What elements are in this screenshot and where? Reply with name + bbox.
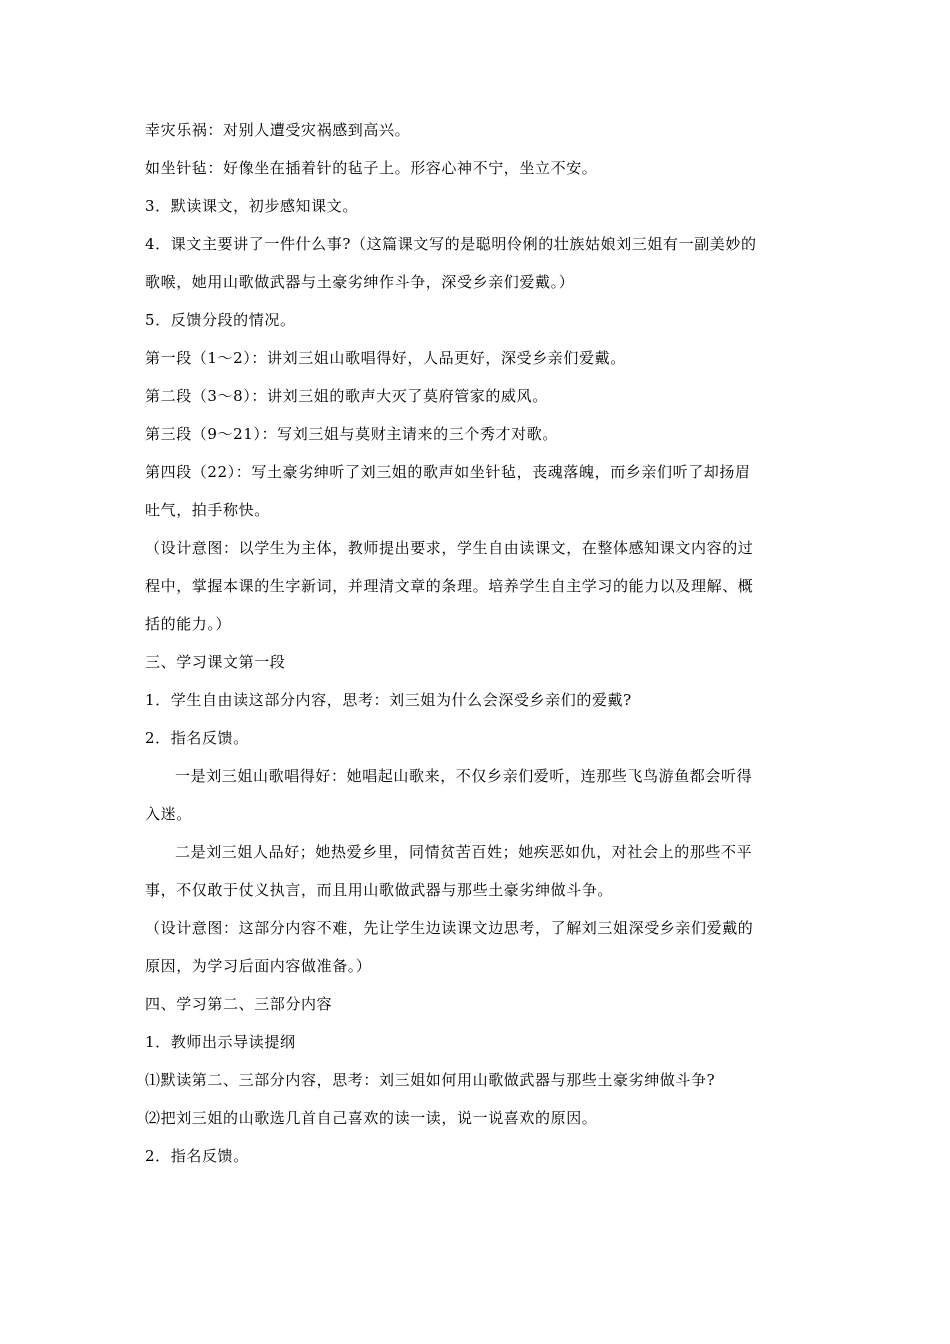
step-5: 5．反馈分段的情况。 (145, 311, 296, 329)
step-3: 3．默读课文，初步感知课文。 (145, 197, 358, 215)
design-intent-2-line-1: （设计意图：这部分内容不难，先让学生边读课文边思考，了解刘三姐深受乡亲们爱戴的 (145, 919, 754, 937)
feedback-point-2-line-1: 二是刘三姐人品好；她热爱乡里，同情贫苦百姓；她疾恶如仇，对社会上的那些不平 (175, 843, 753, 861)
step-4-line-1: 4．课文主要讲了一件什么事?（这篇课文写的是聪明伶俐的壮族姑娘刘三姐有一副美妙的 (145, 235, 757, 253)
section-1-summary: 第一段（1～2）：讲刘三姐山歌唱得好，人品更好，深受乡亲们爱戴。 (145, 349, 626, 367)
design-intent-2-line-2: 原因，为学习后面内容做准备。） (145, 957, 372, 975)
design-intent-1-line-2: 程中，掌握本课的生字新词，并理清文章的条理。培养学生自主学习的能力以及理解、概 (145, 577, 754, 595)
definition-ruozuozhenzhan: 如坐针毡：好像坐在插着针的毡子上。形容心神不宁，坐立不安。 (145, 159, 598, 177)
part-4-step-1: 1．教师出示导读提纲 (145, 1033, 296, 1051)
section-2-summary: 第二段（3～8）：讲刘三姐的歌声大灭了莫府管家的威风。 (145, 387, 548, 405)
step-4-line-2: 歌喉，她用山歌做武器与土豪劣绅作斗争，深受乡亲们爱戴。） (145, 273, 575, 291)
part-3-step-2: 2．指名反馈。 (145, 729, 249, 747)
document-page (145, 120, 810, 1166)
part-3-step-1: 1．学生自由读这部分内容，思考：刘三姐为什么会深受乡亲们的爱戴? (145, 691, 632, 709)
design-intent-1-line-1: （设计意图：以学生为主体，教师提出要求，学生自由读课文，在整体感知课文内容的过 (145, 539, 754, 557)
section-3-summary: 第三段（9～21）：写刘三姐与莫财主请来的三个秀才对歌。 (145, 425, 558, 443)
feedback-point-1-line-2: 入迷。 (145, 805, 192, 823)
design-intent-1-line-3: 括的能力。） (145, 615, 232, 633)
definition-xingzailehuo: 幸灾乐祸：对别人遭受灾祸感到高兴。 (145, 121, 411, 139)
part-4-step-2: 2．指名反馈。 (145, 1147, 249, 1165)
guide-question-1: ⑴默读第二、三部分内容，思考：刘三姐如何用山歌做武器与那些土豪劣绅做斗争? (145, 1071, 716, 1089)
section-4-summary-line-1: 第四段（22）：写土豪劣绅听了刘三姐的歌声如坐针毡，丧魂落魄，而乡亲们听了却扬眉 (145, 463, 751, 481)
feedback-point-2-line-2: 事，不仅敢于仗义执言，而且用山歌做武器与那些土豪劣绅做斗争。 (145, 881, 614, 899)
heading-part-3: 三、学习课文第一段 (145, 653, 286, 671)
heading-part-4: 四、学习第二、三部分内容 (145, 995, 333, 1013)
feedback-point-1-line-1: 一是刘三姐山歌唱得好：她唱起山歌来，不仅乡亲们爱听，连那些飞鸟游鱼都会听得 (175, 767, 753, 785)
section-4-summary-line-2: 吐气，拍手称快。 (145, 501, 270, 519)
guide-question-2: ⑵把刘三姐的山歌选几首自己喜欢的读一读，说一说喜欢的原因。 (145, 1109, 598, 1127)
